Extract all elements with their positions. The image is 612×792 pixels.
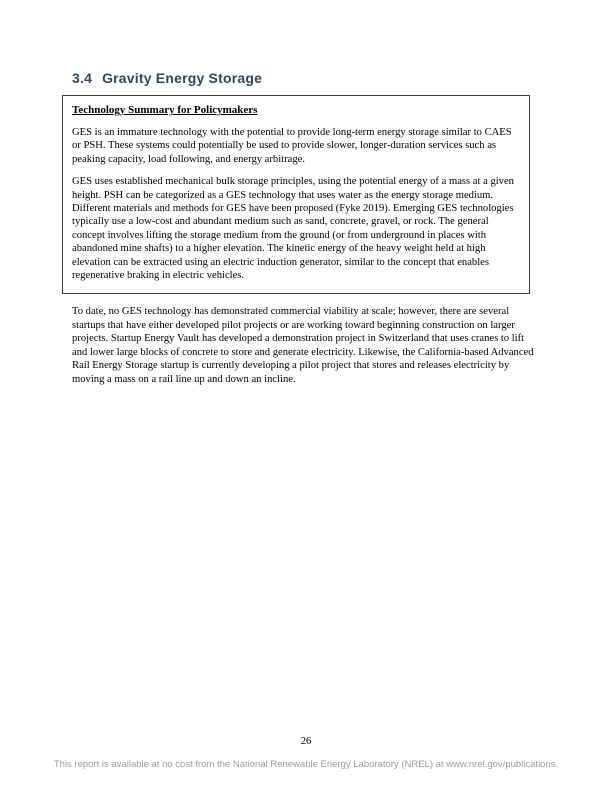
- page-number: 26: [300, 736, 312, 747]
- section-heading-title: Gravity Energy Storage: [102, 70, 263, 86]
- section-heading-number: 3.4: [72, 70, 93, 86]
- body-paragraph: To date, no GES technology has demonstrated commercial viability at scale; however, there are several startups that have either developed pilot projects or are working toward beginning construction on larger projects. Startup Energy Vault has developed a demonstration project in Switzerland that uses cranes to lift and lower large blocks of concrete to store and generate electricity. Likewise, the California-based Advanced Rail Energy Storage startup is currently developing a pilot project that stores and releases electricity by moving a mass on a rail line up and down an incline.: [72, 306, 534, 385]
- summary-box-paragraph: GES is an immature technology with the potential to provide long-term energy storage similar to CAES or PSH. These systems could potentially be used to provide slower, longer-duration services such as peaking capacity, load following, and energy arbitrage.: [72, 127, 512, 165]
- footer-availability-note: This report is available at no cost from the National Renewable Energy Laboratory (NREL) at www.nrel.gov/publications.: [53, 759, 559, 770]
- summary-box-paragraph: GES uses established mechanical bulk storage principles, using the potential energy of a mass at a given height. PSH can be categorized as a GES technology that uses water as the energy storage medium. Different materials and methods for GES have been proposed (Fyke 2019). Emerging GES technologies typically use a low-cost and abundant medium such as sand, concrete, gravel, or rock. The general concept involves lifting the storage medium from the ground (or from underground in places with abandoned mine shafts) to a higher elevation. The kinetic energy of the heavy weight held at high elevation can be extracted using an electric induction generator, similar to the concept that enables regenerative braking in electric vehicles.: [72, 176, 514, 282]
- summary-box-title: Technology Summary for Policymakers: [72, 104, 258, 116]
- technology-summary-box: [62, 95, 530, 294]
- section-heading: [72, 70, 262, 86]
